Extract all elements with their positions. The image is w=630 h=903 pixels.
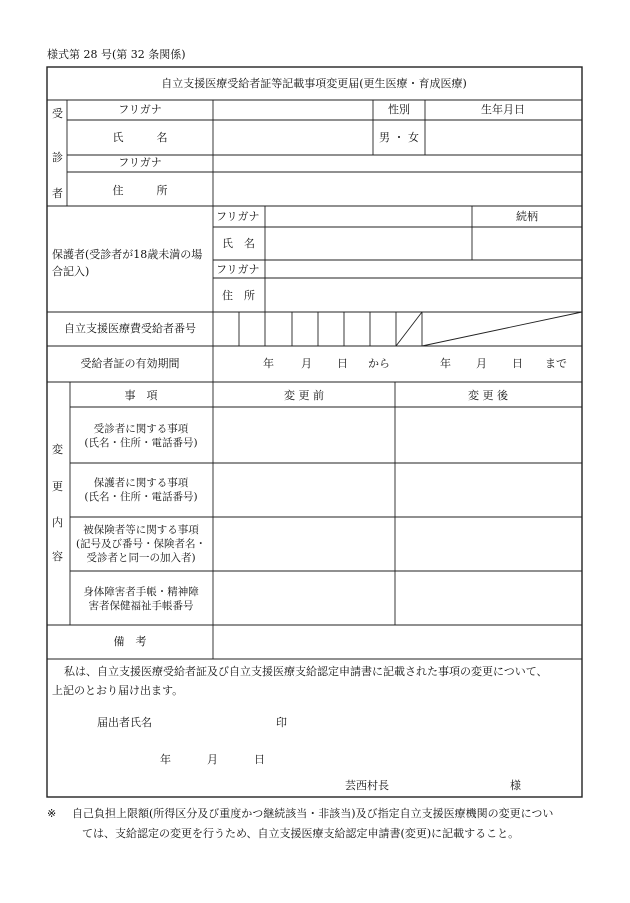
- seal-mark: 印: [276, 716, 287, 729]
- validity-label: 受給者証の有効期間: [80, 357, 180, 370]
- validity-day-1: 日: [337, 357, 348, 370]
- guardian-address-label: 住 所: [222, 289, 255, 302]
- change-row-handbook: 身体障害者手帳・精神障 害者保健福祉手帳番号: [83, 586, 199, 613]
- change-side-label-1: 変: [52, 443, 63, 456]
- honorific-sama: 様: [510, 779, 521, 792]
- change-before-insured-input[interactable]: [214, 518, 394, 570]
- validity-month-1: 月: [301, 357, 312, 370]
- patient-side-label-2: 診: [52, 151, 63, 164]
- relation-label: 続柄: [516, 210, 538, 223]
- form-number: 様式第 28 号(第 32 条関係): [47, 48, 186, 61]
- date-year: 年: [160, 753, 171, 766]
- date-day: 日: [254, 753, 265, 766]
- change-header-before: 変 更 前: [284, 389, 324, 402]
- guardian-name-label: 氏 名: [222, 237, 255, 250]
- change-before-guardian-input[interactable]: [214, 464, 394, 516]
- patient-side-label-1: 受: [52, 107, 63, 120]
- patient-furigana-label: フリガナ: [118, 103, 162, 116]
- change-after-patient-input[interactable]: [396, 408, 581, 462]
- declaration-line-2: 上記のとおり届け出ます。: [52, 684, 184, 697]
- footnote-line-2: ては、支給認定の変更を行うため、自立支援医療支給認定申請書(変更)に記載すること。: [82, 827, 520, 840]
- validity-month-2: 月: [476, 357, 487, 370]
- recipient-number-input[interactable]: [214, 313, 395, 345]
- patient-side-label-3: 者: [52, 187, 63, 200]
- guardian-address-input[interactable]: [266, 279, 581, 311]
- change-after-guardian-input[interactable]: [396, 464, 581, 516]
- change-header-item: 事 項: [124, 389, 158, 402]
- applicant-label: 届出者氏名: [97, 716, 152, 729]
- patient-address-label: 住 所: [112, 184, 168, 197]
- guardian-label: 保護者(受診者が18歳未満の場合記入): [52, 248, 203, 279]
- remarks-label: 備 考: [113, 635, 147, 648]
- birthdate-label: 生年月日: [481, 103, 525, 116]
- change-header-after: 変 更 後: [468, 389, 508, 402]
- change-row-insured: 被保険者等に関する事項 (記号及び番号・保険者名・ 受診者と同一の加入者): [75, 524, 207, 565]
- validity-until: まで: [545, 357, 567, 370]
- applicant-name-input[interactable]: [160, 712, 270, 732]
- date-month: 月: [207, 753, 218, 766]
- sex-value: 男 ・ 女: [379, 131, 419, 144]
- change-side-label-3: 内: [52, 516, 63, 529]
- change-row-patient: 受診者に関する事項 (氏名・住所・電話番号): [84, 423, 198, 450]
- change-side-label-4: 容: [52, 550, 63, 563]
- guardian-furigana1-label: フリガナ: [216, 210, 260, 223]
- validity-day-2: 日: [512, 357, 523, 370]
- change-after-handbook-input[interactable]: [396, 572, 581, 624]
- patient-address-input[interactable]: [214, 173, 581, 205]
- sex-label: 性別: [388, 103, 410, 116]
- patient-name-label: 氏 名: [112, 131, 168, 144]
- addressee: 芸西村長: [345, 779, 389, 792]
- footnote-mark: ※: [47, 807, 57, 820]
- guardian-furigana2-label: フリガナ: [216, 263, 260, 276]
- change-before-patient-input[interactable]: [214, 408, 394, 462]
- guardian-name-input[interactable]: [266, 228, 471, 259]
- change-side-label-2: 更: [52, 480, 63, 493]
- recipient-number-label: 自立支援医療費受給者番号: [64, 322, 196, 335]
- footnote-line-1: 自己負担上限額(所得区分及び重度かつ継続該当・非該当)及び指定自立支援医療機関の変更につい: [72, 807, 554, 820]
- validity-year-2: 年: [440, 357, 451, 370]
- declaration-line-1: 私は、自立支援医療受給者証及び自立支援医療支給認定申請書に記載された事項の変更について、: [64, 665, 548, 678]
- patient-address-furigana-label: フリガナ: [118, 156, 162, 169]
- change-after-insured-input[interactable]: [396, 518, 581, 570]
- patient-name-input[interactable]: [214, 121, 372, 154]
- change-row-guardian: 保護者に関する事項 (氏名・住所・電話番号): [84, 477, 198, 504]
- birthdate-input[interactable]: [426, 121, 581, 154]
- remarks-input[interactable]: [214, 626, 581, 658]
- change-before-handbook-input[interactable]: [214, 572, 394, 624]
- validity-from: から: [368, 357, 390, 370]
- validity-year-1: 年: [263, 357, 274, 370]
- form-title: 自立支援医療受給者証等記載事項変更届(更生医療・育成医療): [161, 77, 467, 90]
